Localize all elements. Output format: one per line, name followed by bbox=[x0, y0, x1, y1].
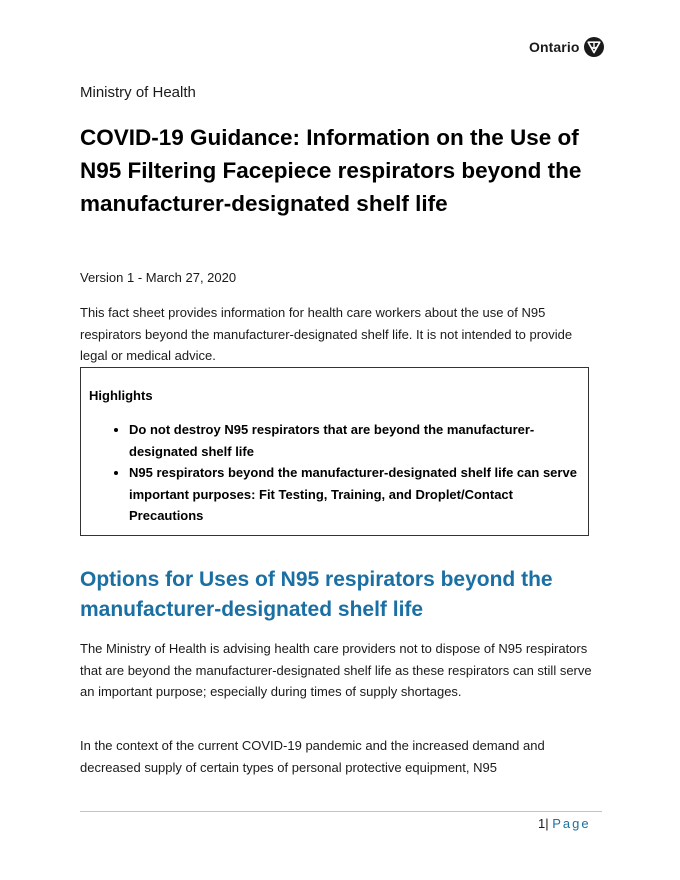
highlight-item: • Do not destroy N95 respirators that are beyond the manufacturer-designated shelf life bbox=[129, 419, 580, 462]
highlights-box bbox=[80, 367, 589, 536]
body-paragraph: The Ministry of Health is advising health care providers not to dispose of N95 respirators that are beyond the manufacturer-designated shelf life as these respirators can still serve an important purpose; especially during times of supply shortages. bbox=[80, 641, 592, 699]
trillium-icon bbox=[584, 37, 604, 57]
page-number bbox=[538, 816, 591, 831]
body-paragraph: In the context of the current COVID-19 pandemic and the increased demand and decreased supply of certain types of personal protective equipment, N95 bbox=[80, 738, 545, 775]
page-number-value: 1 bbox=[538, 816, 546, 831]
version-date: Version 1 - March 27, 2020 bbox=[80, 270, 237, 285]
section-heading: Options for Uses of N95 respirators beyond the manufacturer-designated shelf life bbox=[80, 568, 553, 621]
page-label: Page bbox=[552, 816, 591, 831]
ministry-name: Ministry of Health bbox=[80, 84, 196, 101]
highlights-list bbox=[89, 419, 580, 527]
highlights-title: Highlights bbox=[89, 388, 153, 403]
logo-text: Ontario bbox=[529, 39, 580, 55]
page-separator: | bbox=[545, 816, 549, 831]
footer-rule bbox=[80, 811, 602, 812]
highlight-item: • N95 respirators beyond the manufacturer-designated shelf life can serve important purposes: Fit Testing, Training, and Droplet/Contact Precautions bbox=[129, 462, 580, 527]
ontario-logo bbox=[529, 37, 604, 57]
document-title: COVID-19 Guidance: Information on the Use of N95 Filtering Facepiece respirators beyond the manufacturer-designated shelf life bbox=[80, 125, 582, 216]
intro-paragraph: This fact sheet provides information for health care workers about the use of N95 respirators beyond the manufacturer-designated shelf life. It is not intended to provide legal or medical advice. bbox=[80, 305, 573, 363]
